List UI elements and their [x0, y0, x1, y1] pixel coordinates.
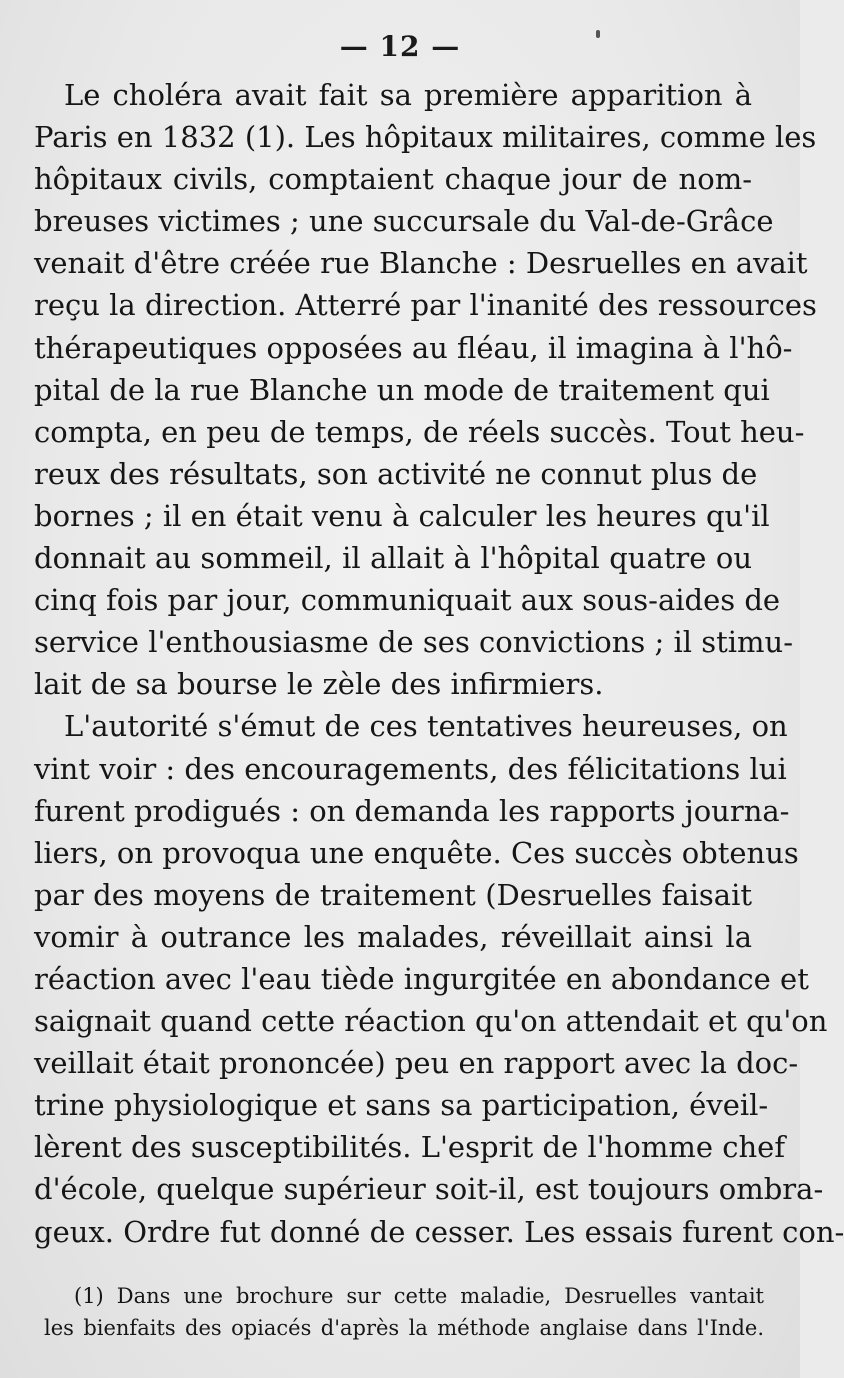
text-line: veillait était prononcée) peu en rapport avec la doc- — [34, 1046, 799, 1081]
text-line: donnait au sommeil, il allait à l'hôpital quatre ou — [34, 541, 752, 576]
text-line: thérapeutiques opposées au fléau, il imagina à l'hô- — [34, 330, 793, 365]
text-line: trine physiologique et sans sa participation, éveil- — [34, 1088, 769, 1123]
text-line: reçu la direction. Atterré par l'inanité des ressources — [34, 288, 817, 323]
page-number: — 12 — — [339, 30, 461, 63]
text-line: venait d'être créée rue Blanche : Desruelles en avait — [34, 246, 808, 281]
text-line: Le choléra avait fait sa première apparition à — [64, 78, 752, 112]
text-line: cinq fois par jour, communiquait aux sous-aides de — [34, 583, 781, 618]
text-line: bornes ; il en était venu à calculer les heures qu'il — [34, 498, 770, 533]
text-line: vint voir : des encouragements, des félicitations lui — [34, 751, 787, 786]
paragraph-1 — [34, 74, 817, 705]
text-line: lèrent des susceptibilités. L'esprit de l'homme chef — [34, 1130, 786, 1165]
text-line: d'école, quelque supérieur soit-il, est toujours ombra- — [34, 1172, 824, 1207]
paragraph-2 — [34, 705, 844, 1252]
text-line: pital de la rue Blanche un mode de traitement qui — [34, 372, 770, 407]
text-line: saignait quand cette réaction qu'on attendait et qu'on — [34, 1004, 828, 1039]
footnote-line: (1) Dans une brochure sur cette maladie, Desruelles vantait — [74, 1284, 764, 1308]
text-line: hôpitaux civils, comptaient chaque jour de nom- — [34, 162, 752, 197]
footnote-line: les bienfaits des opiacés d'après la méthode anglaise dans l'Inde. — [44, 1316, 764, 1340]
text-line: furent prodigués : on demanda les rapports journa- — [34, 793, 790, 828]
text-line: L'autorité s'émut de ces tentatives heureuses, on — [64, 709, 788, 744]
text-line: vomir à outrance les malades, réveillait ainsi la — [34, 919, 752, 954]
footnote — [44, 1280, 764, 1344]
text-line: compta, en peu de temps, de réels succès. Tout heu- — [34, 414, 805, 449]
text-line: reux des résultats, son activité ne connut plus de — [34, 456, 758, 491]
text-line: Paris en 1832 (1). Les hôpitaux militaires, comme les — [34, 120, 817, 155]
text-line: breuses victimes ; une succursale du Val-de-Grâce — [34, 204, 774, 239]
text-line: liers, on provoqua une enquête. Ces succès obtenus — [34, 835, 799, 870]
body-text — [34, 74, 844, 1253]
text-line: service l'enthousiasme de ses convictions ; il stimu- — [34, 625, 794, 660]
text-line: geux. Ordre fut donné de cesser. Les essais furent con- — [34, 1214, 844, 1249]
text-line: réaction avec l'eau tiède ingurgitée en abondance et — [34, 961, 809, 996]
text-line: lait de sa bourse le zèle des infirmiers. — [34, 667, 604, 702]
text-line: par des moyens de traitement (Desruelles faisait — [34, 877, 752, 912]
